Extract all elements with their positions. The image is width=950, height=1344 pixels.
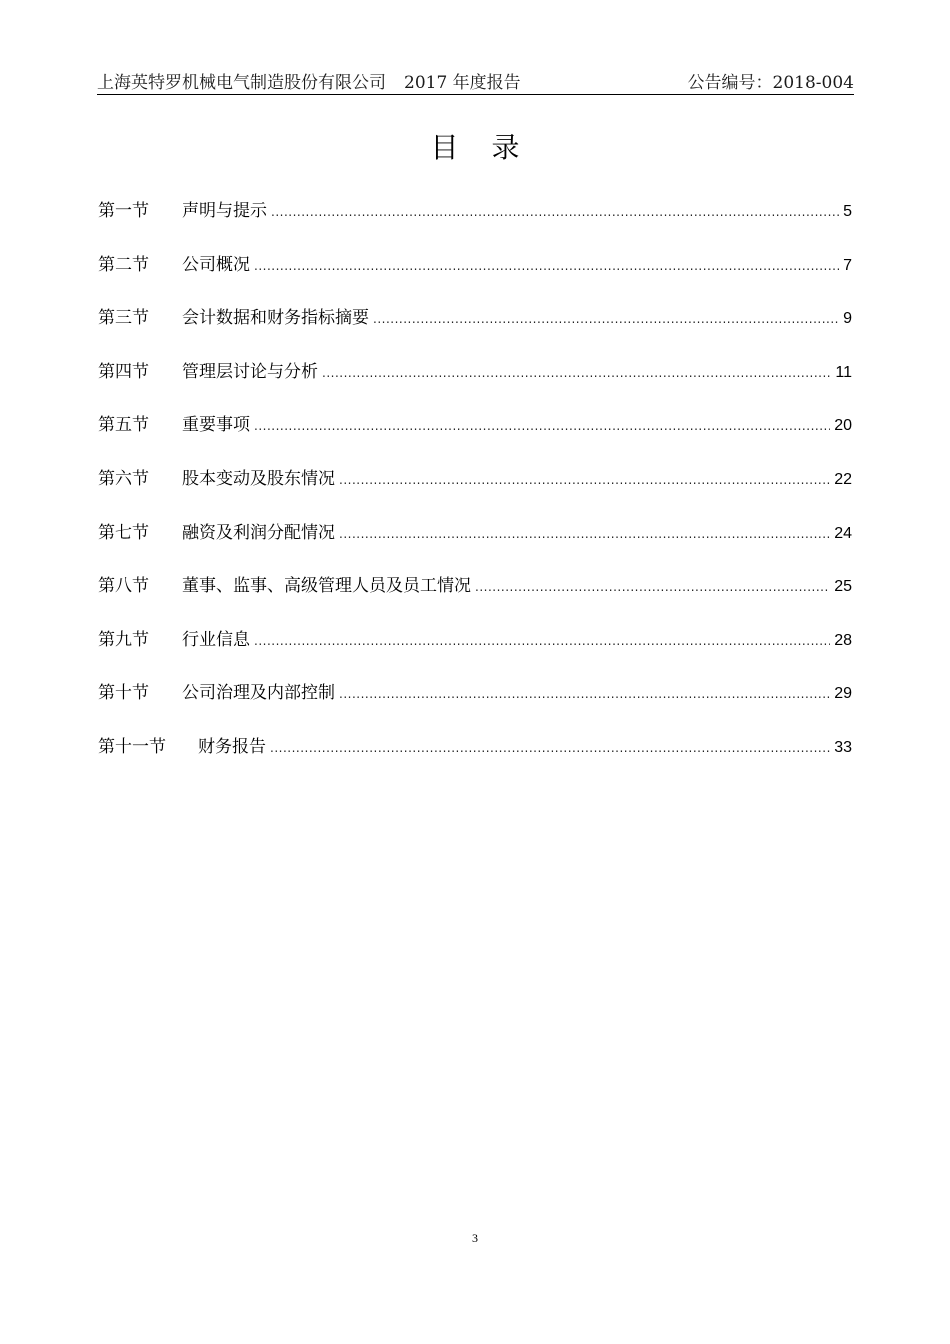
toc-section-title: 管理层讨论与分析 (182, 361, 318, 382)
toc-entry[interactable] (98, 250, 852, 304)
toc-page-number: 24 (834, 524, 852, 542)
toc-section-number: 第七节 (98, 522, 149, 543)
toc-page-number: 9 (843, 310, 852, 328)
toc-page-number: 22 (834, 470, 852, 488)
toc-entry[interactable] (98, 357, 852, 411)
toc-page-number: 11 (835, 363, 852, 381)
toc-dot-leader (322, 366, 831, 380)
toc-dot-leader (339, 473, 830, 487)
toc-entry[interactable] (98, 625, 852, 679)
toc-dot-leader (271, 205, 839, 219)
toc-section-title: 董事、监事、高级管理人员及员工情况 (182, 576, 471, 597)
toc-section-title: 会计数据和财务指标摘要 (182, 308, 369, 329)
toc-dot-leader (254, 259, 839, 273)
toc-entry[interactable] (98, 303, 852, 357)
toc-section-title: 声明与提示 (182, 201, 267, 221)
toc-section-title: 公司概况 (182, 254, 250, 275)
toc-page-number: 25 (834, 578, 852, 596)
toc-section-number: 第八节 (98, 576, 149, 597)
page-number: 3 (472, 1231, 478, 1245)
toc-entry[interactable] (98, 196, 852, 250)
toc-entry[interactable] (98, 732, 852, 786)
page-header (97, 66, 854, 95)
toc-section-title: 股本变动及股东情况 (182, 468, 335, 489)
toc-section-title: 公司治理及内部控制 (182, 683, 335, 704)
toc-entry[interactable] (98, 518, 852, 572)
toc-entry[interactable] (98, 678, 852, 732)
table-of-contents (98, 196, 852, 786)
toc-entry[interactable] (98, 410, 852, 464)
toc-page-number: 20 (834, 417, 852, 435)
toc-dot-leader (475, 580, 830, 594)
toc-section-number: 第十节 (98, 683, 149, 704)
toc-section-number: 第四节 (98, 361, 149, 382)
toc-dot-leader (339, 687, 830, 701)
toc-page-number: 29 (834, 685, 852, 703)
toc-dot-leader (270, 741, 830, 755)
toc-section-number: 第二节 (98, 254, 149, 275)
toc-section-number: 第九节 (98, 629, 149, 650)
toc-section-title: 融资及利润分配情况 (182, 522, 335, 543)
toc-section-number: 第十一节 (98, 736, 166, 757)
toc-section-number: 第五节 (98, 415, 149, 436)
toc-page-number: 5 (843, 203, 852, 220)
toc-dot-leader (254, 419, 830, 433)
toc-page-number: 33 (834, 738, 852, 756)
header-report-title: 2017 年度报告 (404, 73, 521, 93)
toc-dot-leader (373, 312, 839, 326)
toc-title: 目 录 (430, 131, 532, 164)
toc-page-number: 7 (843, 256, 852, 274)
toc-dot-leader (339, 527, 830, 541)
toc-section-title: 行业信息 (182, 629, 250, 650)
toc-entry[interactable] (98, 464, 852, 518)
toc-section-number: 第六节 (98, 468, 149, 489)
toc-section-number: 第三节 (98, 308, 149, 329)
toc-page-number: 28 (834, 631, 852, 649)
toc-section-number: 第一节 (98, 201, 149, 221)
header-company-name: 上海英特罗机械电气制造股份有限公司 (97, 73, 386, 93)
header-left (97, 68, 521, 93)
toc-entry[interactable] (98, 571, 852, 625)
header-announcement-number: 公告编号：2018-004 (687, 73, 854, 93)
toc-dot-leader (254, 634, 830, 648)
toc-section-title: 财务报告 (198, 736, 266, 757)
toc-section-title: 重要事项 (182, 415, 250, 436)
